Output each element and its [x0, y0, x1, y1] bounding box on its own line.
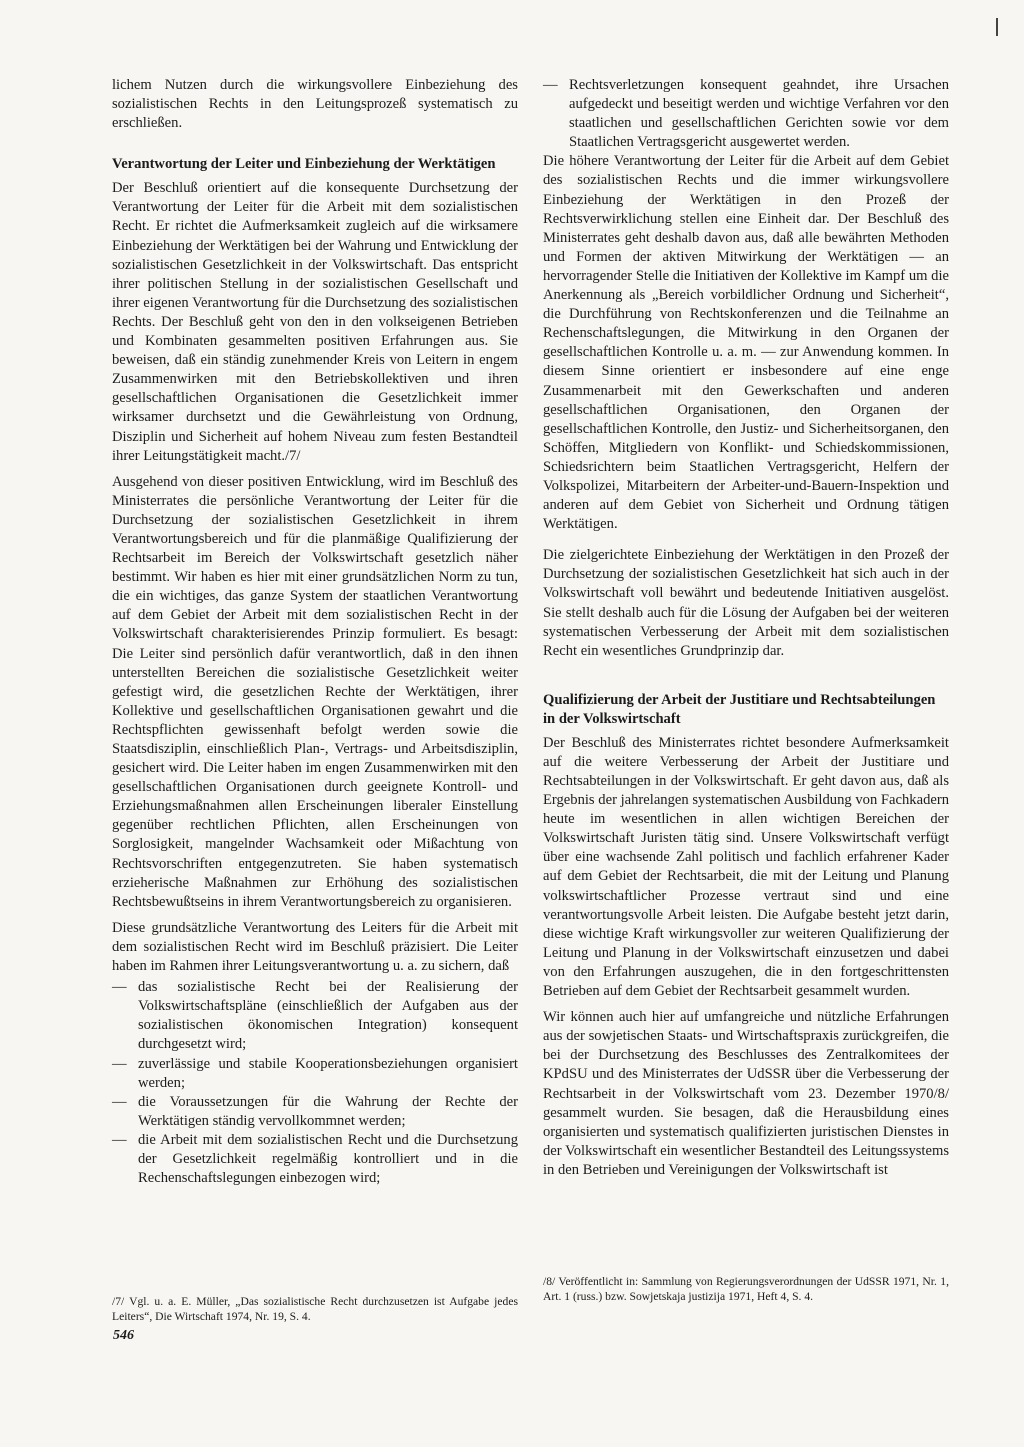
left-paragraph-4: Diese grundsätzliche Verantwortung des Leiters für die Arbeit mit dem sozialistischen Recht wird im Beschluß präzisiert. Die Leiter haben im Rahmen ihrer Leitungsverantwortung u. a. zu sichern, daß — [112, 919, 518, 975]
list-item: — die Arbeit mit dem sozialistischen Recht und die Durchsetzung der Gesetzlichkeit regelmäßig kontrolliert und in die Rechenschaftslegungen einbezogen wird; — [112, 1131, 518, 1188]
list-item: — Rechtsverletzungen konsequent geahndet, ihre Ursachen aufgedeckt und beseitigt werden und wichtige Verfahren vor den staatlichen und gesellschaftlichen Gerichten sowie vor dem Staatlichen Vertragsgericht ausgewertet werden. — [543, 76, 949, 152]
list-item: — das sozialistische Recht bei der Realisierung der Volkswirtschaftspläne (einschließlich der Aufgaben aus der sozialistischen ökonomischen Integration) konsequent durchgesetzt wird; — [112, 978, 518, 1054]
right-paragraph-4: Wir können auch hier auf umfangreiche und nützliche Erfahrungen aus der sowjetischen Staats- und Wirtschaftspraxis zurückgreifen, die bei der Durchsetzung des Beschlusses des Zentralkomitees der KPdSU und des Ministerrates der UdSSR über die Verbesserung der Rechtsarbeit in der Volkswirtschaft vom 23. Dezember 1970/8/ gesammelt wurden. Sie besagen, daß die Herausbildung eines organisierten und systematisch qualifizierten juristischen Dienstes in der Volkswirtschaft ein wesentlicher Bestandteil des Leitungssystems in den Betrieben und Vereinigungen der Volkswirtschaft ist — [543, 1009, 949, 1178]
scan-mark — [996, 18, 998, 36]
footnote-7: /7/ Vgl. u. a. E. Müller, „Das sozialistische Recht durchzusetzen ist Aufgabe jedes Leiters“, Die Wirtschaft 1974, Nr. 19, S. 4. — [112, 1295, 518, 1323]
right-paragraph-3: Der Beschluß des Ministerrates richtet besondere Aufmerksamkeit auf die weitere Verbesserung der Arbeit der Justitiare und Rechtsabteilungen in der Volkswirtschaft. Er geht davon aus, daß als Ergebnis der jahrelangen systematischen Ausbildung von Fachkadern heute im wesentlichen in allen wichtigen Bereichen der Volkswirtschaft Juristen tätig sind. Unsere Volkswirtschaft verfügt über eine wachsende Zahl politisch und fachlich erfahrener Kader auf dem Gebiet der Rechtsarbeit, die mit der Leitung und Planung volkswirtschaftlicher Prozesse vertraut sind und eine verantwortungsvolle Arbeit leisten. Die Aufgabe besteht jetzt darin, diese wichtige Kraft wirkungsvoller zur weiteren Qualifizierung der Leitung und Planung in der Volkswirtschaft einzusetzen und dabei von den Erfahrungen auszugehen, die in den fortgeschrittensten Betrieben auf dem Gebiet der Rechtsarbeit gesammelt wurden. — [543, 734, 949, 1000]
list-item: — die Voraussetzungen für die Wahrung der Rechte der Werktätigen ständig vervollkommnet werden; — [112, 1093, 518, 1131]
section-heading-qualifizierung: Qualifizierung der Arbeit der Justitiare und Rechtsabteilungen in der Volkswirtschaft — [543, 691, 936, 727]
responsibility-list-continued — [543, 76, 949, 152]
right-column — [543, 76, 949, 1180]
left-column — [112, 76, 518, 1188]
left-paragraph-3: Ausgehend von dieser positiven Entwicklung, wird im Beschluß des Ministerrates die persönliche Verantwortung der Leiter für die Durchsetzung der sozialistischen Gesetzlichkeit in ihrem Verantwortungsbereich und für die planmäßige Qualifizierung der Rechtsarbeit im Bereich der Volkswirtschaft gesetzlich näher bestimmt. Wir haben es hier mit einer grundsätzlichen Norm zu tun, die ein wichtiges, das ganze System der staatlichen Verantwortung auf dem Gebiet der Arbeit mit dem sozialistischen Recht in der Volkswirtschaft charakterisierendes Prinzip formuliert. Es besagt: Die Leiter sind persönlich dafür verantwortlich, daß in den ihnen unterstellten Bereichen die sozialistische Gesetzlichkeit weiter gefestigt wird, die gesetzlichen Rechte der Werktätigen, ihrer Kollektive und gesellschaftlichen Organisationen gewahrt und die Rechtspflichten gewissenhaft befolgt werden sowie die Staatsdisziplin, einschließlich Plan-, Vertrags- und Arbeitsdisziplin, gesichert wird. Die Leiter haben im engen Zusammenwirken mit den gesellschaftlichen Organisationen durch geeignete Kontroll- und Erziehungsmaßnahmen allen Erscheinungen liberaler Einstellung gegenüber rechtlichen Pflichten, allen Erscheinungen von Sorglosigkeit, mangelnder Wachsamkeit oder Mißachtung von Rechtsvorschriften entgegenzutreten. Sie haben systematisch erzieherische Maßnahmen zur Erhöhung des sozialistischen Rechtsbewußtseins in ihrem Verantwortungsbereich zu organisieren. — [112, 473, 518, 910]
right-paragraph-2: Die zielgerichtete Einbeziehung der Werktätigen in den Prozeß der Durchsetzung der sozialistischen Gesetzlichkeit hat sich auch in der Volkswirtschaft voll bewährt und bedeutende Initiativen ausgelöst. Sie stellt deshalb auch für die Lösung der Aufgaben bei der weiteren systematischen Verbesserung der Arbeit mit dem sozialistischen Recht ein wesentliches Grundprinzip dar. — [543, 547, 949, 659]
left-paragraph-2: Der Beschluß orientiert auf die konsequente Durchsetzung der Verantwortung der Leiter für die Arbeit mit dem sozialistischen Recht. Er richtet die Aufmerksamkeit zugleich auf die wirksamere Einbeziehung der Werktätigen bei der Wahrung und Entwicklung der sozialistischen Gesetzlichkeit in der Volkswirtschaft. Das entspricht ihrer politischen Stellung in der sozialistischen Gesellschaft und ihrer eigenen Verantwortung für die Durchsetzung des sozialistischen Rechts. Der Beschluß geht von den in den volkseigenen Betrieben und Kombinaten gesammelten positiven Erfahrungen aus. Sie beweisen, daß ein ständig zunehmender Kreis von Leitern in engem Zusammenwirken mit den Betriebskollektiven und ihren gesellschaftlichen Organisationen die Gesetzlichkeit immer wirksamer durchsetzt und die Gewährleistung von Ordnung, Disziplin und Sicherheit auf hohem Niveau zum festen Bestandteil ihrer Leitungstätigkeit macht./7/ — [112, 180, 518, 464]
footnote-8: /8/ Veröffentlicht in: Sammlung von Regierungsverordnungen der UdSSR 1971, Nr. 1, Art. 1 (russ.) bzw. Sowjetskaja justizija 1971, Heft 4, S. 4. — [543, 1275, 949, 1303]
responsibility-list — [112, 978, 518, 1188]
list-item: — zuverlässige und stabile Kooperationsbeziehungen organisiert werden; — [112, 1055, 518, 1093]
left-paragraph-1: lichem Nutzen durch die wirkungsvollere Einbeziehung des sozialistischen Rechts in den Leitungsprozeß systematisch zu erschließen. — [112, 77, 518, 132]
right-paragraph-1: Die höhere Verantwortung der Leiter für die Arbeit auf dem Gebiet des sozialistischen Rechts und die immer wirkungsvollere Einbeziehung der Werktätigen in den Prozeß der Rechtsverwirklichung stellen eine Einheit dar. Der Beschluß des Ministerrates geht deshalb davon aus, daß alle bewährten Methoden und Formen der aktiven Mitwirkung der Werktätigen — an hervorragender Stelle die Initiativen der Kollektive im Kampf um die Anerkennung als „Bereich vorbildlicher Ordnung und Sicherheit“, die Durchführung von Rechtskonferenzen und die Teilnahme an Rechenschaftslegungen, die Mitwirkung in den Organen der gesellschaftlichen Kontrolle u. a. m. — zur Anwendung kommen. In diesem Sinne orientiert er insbesondere auf eine enge Zusammenarbeit mit den Gewerkschaften und anderen gesellschaftlichen Organisationen, den Organen der gesellschaftlichen Kontrolle, den Justiz- und Sicherheitsorganen, den Schöffen, Mitgliedern von Konflikt- und Schiedskommissionen, Schiedsrichtern beim Staatlichen Vertragsgericht, Helfern der Volkspolizei, Mitarbeitern der Arbeiter-und-Bauern-Inspektion und anderen auf dem Gebiet von Sicherheit und Ordnung tätigen Werktätigen. — [543, 153, 949, 533]
page-number: 546 — [113, 1328, 134, 1343]
section-heading-verantwortung: Verantwortung der Leiter und Einbeziehung der Werktätigen — [112, 156, 496, 173]
